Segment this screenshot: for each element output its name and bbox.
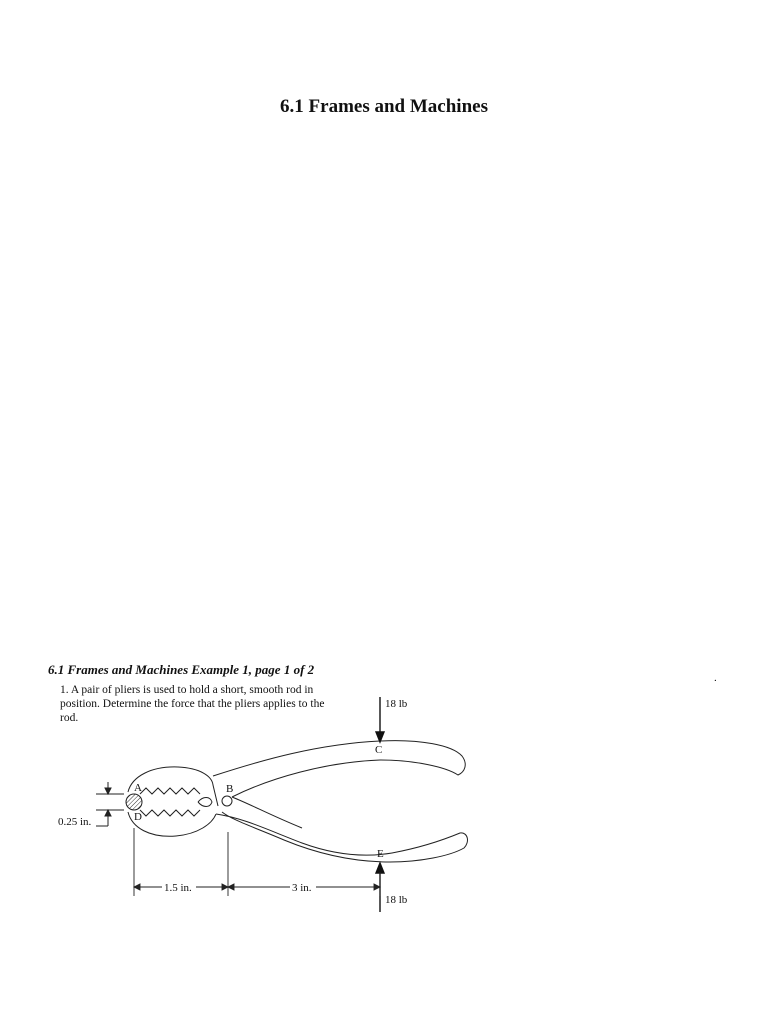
example-heading: 6.1 Frames and Machines Example 1, page 1 of 2 [48,662,315,677]
force-arrow-top [376,697,384,742]
page-title: 6.1 Frames and Machines [280,96,488,117]
stray-mark: . [714,672,717,684]
upper-handle-inner [232,797,302,828]
label-b: B [226,783,234,795]
rod-section [126,794,142,810]
problem-statement: 1. A pair of pliers is used to hold a short, smooth rod in position. Determine the force that the pliers applies to the rod. [60,684,325,724]
lower-teeth [140,810,200,816]
label-e: E [377,848,384,860]
label-d: D [134,811,142,823]
label-c: C [375,744,383,756]
label-a: A [134,782,142,794]
dim-rod-label: 0.25 in. [58,816,92,828]
upper-handle [213,741,465,797]
upper-teeth [140,788,200,794]
lower-handle [216,812,467,862]
pivot-pin-b [222,796,232,806]
dim-ab-label: 1.5 in. [164,882,192,894]
force-bottom-label: 18 lb [385,894,408,906]
force-top-label: 18 lb [385,698,408,710]
dim-bc-label: 3 in. [292,882,312,894]
jaw-throat [198,798,212,807]
